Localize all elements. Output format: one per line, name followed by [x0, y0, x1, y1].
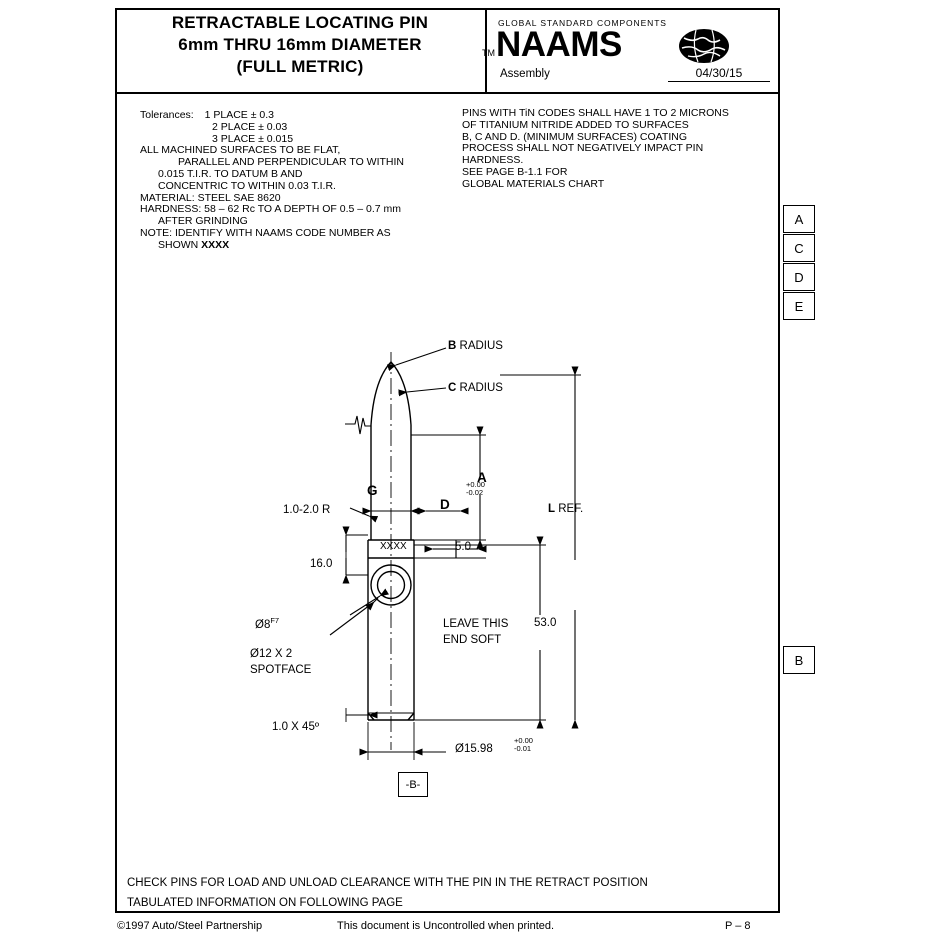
- bore-dimension: [255, 617, 279, 631]
- bore-diameter: Ø8: [255, 618, 271, 631]
- note-line-1: ALL MACHINED SURFACES TO BE FLAT,: [140, 144, 341, 157]
- footer-uncontrolled: This document is Uncontrolled when printed.: [337, 920, 555, 932]
- coating-note-6: SEE PAGE B-1.1 FOR: [462, 165, 568, 178]
- note-shown-code: XXXX: [201, 238, 230, 251]
- side-tab-b[interactable]: B: [783, 646, 815, 674]
- dim-label-d: D: [440, 497, 450, 512]
- soft-end-note-line1: LEAVE THIS: [443, 618, 509, 630]
- dim-a-tolerance: [466, 481, 485, 497]
- dim-label-g: G: [367, 483, 378, 498]
- tolerance-notes: [140, 110, 440, 252]
- od-tol-upper: +0.00: [514, 736, 533, 745]
- side-tab-d[interactable]: D: [783, 263, 815, 291]
- stamp-code: XXXX: [380, 541, 407, 552]
- note-material: MATERIAL: STEEL SAE 8620: [140, 191, 281, 204]
- od-tol-lower: -0.01: [514, 744, 532, 753]
- dim-label-l-letter: L: [548, 503, 556, 515]
- spotface-callout-line2: SPOTFACE: [250, 664, 312, 676]
- spotface-callout-line1: Ø12 X 2: [250, 648, 293, 660]
- tolerance-2-place: 2 PLACE ± 0.03: [212, 120, 288, 133]
- tolerances-label: Tolerances:: [140, 109, 194, 121]
- note-after-grinding: AFTER GRINDING: [158, 215, 248, 228]
- datum-b-box: -B-: [398, 772, 428, 797]
- od-tolerance: [514, 737, 533, 753]
- coating-note-4: PROCESS SHALL NOT NEGATIVELY IMPACT PIN: [462, 142, 704, 155]
- dim-16-0: 16.0: [310, 558, 333, 570]
- coating-note-5: HARDNESS.: [462, 154, 524, 167]
- dim-label-l: [548, 503, 583, 515]
- note-line-3: 0.015 T.I.R. TO DATUM B AND: [158, 167, 303, 180]
- footer-copyright: ©1997 Auto/Steel Partnership: [117, 920, 263, 932]
- note-identify: NOTE: IDENTIFY WITH NAAMS CODE NUMBER AS: [140, 226, 391, 239]
- brand-tagline: GLOBAL STANDARD COMPONENTS: [498, 18, 667, 28]
- callout-b-radius-text: RADIUS: [456, 340, 503, 352]
- page-title-line2: 6mm THRU 16mm DIAMETER: [178, 35, 422, 54]
- dim-5-0: 5.0: [455, 541, 471, 553]
- callout-b-radius: [448, 340, 503, 352]
- title-block: [115, 8, 780, 94]
- globe-icon: [678, 28, 730, 64]
- trademark-mark: TM: [482, 48, 495, 58]
- note-line-4: CONCENTRIC TO WITHIN 0.03 T.I.R.: [158, 179, 336, 192]
- coating-note-1: PINS WITH TiN CODES SHALL HAVE 1 TO 2 MICRONS: [462, 107, 729, 119]
- page-title: [115, 12, 485, 78]
- callout-c-radius: [448, 382, 503, 394]
- dim-label-a: A: [477, 470, 487, 485]
- assembly-label: Assembly: [500, 68, 550, 80]
- side-tab-a[interactable]: A: [783, 205, 815, 233]
- radius-note: 1.0-2.0 R: [283, 504, 331, 516]
- dim-a-tol-lower: -0.02: [466, 488, 484, 497]
- callout-c-radius-text: RADIUS: [456, 382, 503, 394]
- note-shown-prefix: SHOWN: [158, 238, 202, 251]
- note-line-2: PARALLEL AND PERPENDICULAR TO WITHIN: [178, 156, 405, 169]
- revision-date: 04/30/15: [668, 66, 770, 82]
- side-tab-e[interactable]: E: [783, 292, 815, 320]
- chamfer-note: 1.0 X 45º: [272, 721, 320, 733]
- note-hardness: HARDNESS: 58 – 62 Rc TO A DEPTH OF 0.5 – 0.7 mm: [140, 203, 402, 216]
- od-dimension: Ø15.98: [455, 743, 493, 755]
- dim-a-tol-upper: +0.00: [466, 480, 485, 489]
- coating-note-3: B, C AND D. (MINIMUM SURFACES) COATING: [462, 130, 687, 143]
- callout-b-radius-letter: B: [448, 340, 457, 352]
- soft-end-note-line2: END SOFT: [443, 634, 502, 646]
- dim-53-0: 53.0: [534, 617, 557, 629]
- bore-fit-class: F7: [270, 616, 280, 625]
- coating-notes: [462, 108, 782, 191]
- tolerance-3-place: 3 PLACE ± 0.015: [212, 132, 294, 145]
- bottom-note-tabulated: TABULATED INFORMATION ON FOLLOWING PAGE: [127, 897, 403, 909]
- footer-page-number: P – 8: [725, 920, 751, 932]
- brand-name: NAAMS: [496, 25, 622, 64]
- page-title-line1: RETRACTABLE LOCATING PIN: [171, 13, 429, 32]
- tolerance-1-place: 1 PLACE ± 0.3: [204, 109, 275, 121]
- bottom-note-clearance: CHECK PINS FOR LOAD AND UNLOAD CLEARANCE WITH THE PIN IN THE RETRACT POSITION: [127, 877, 648, 889]
- note-shown: [140, 240, 440, 252]
- callout-c-radius-letter: C: [448, 382, 457, 394]
- side-tab-c[interactable]: C: [783, 234, 815, 262]
- page-title-line3: (FULL METRIC): [236, 57, 364, 76]
- coating-note-2: OF TITANIUM NITRIDE ADDED TO SURFACES: [462, 118, 689, 131]
- dim-label-l-text: REF.: [555, 503, 584, 515]
- coating-note-7: GLOBAL MATERIALS CHART: [462, 177, 605, 190]
